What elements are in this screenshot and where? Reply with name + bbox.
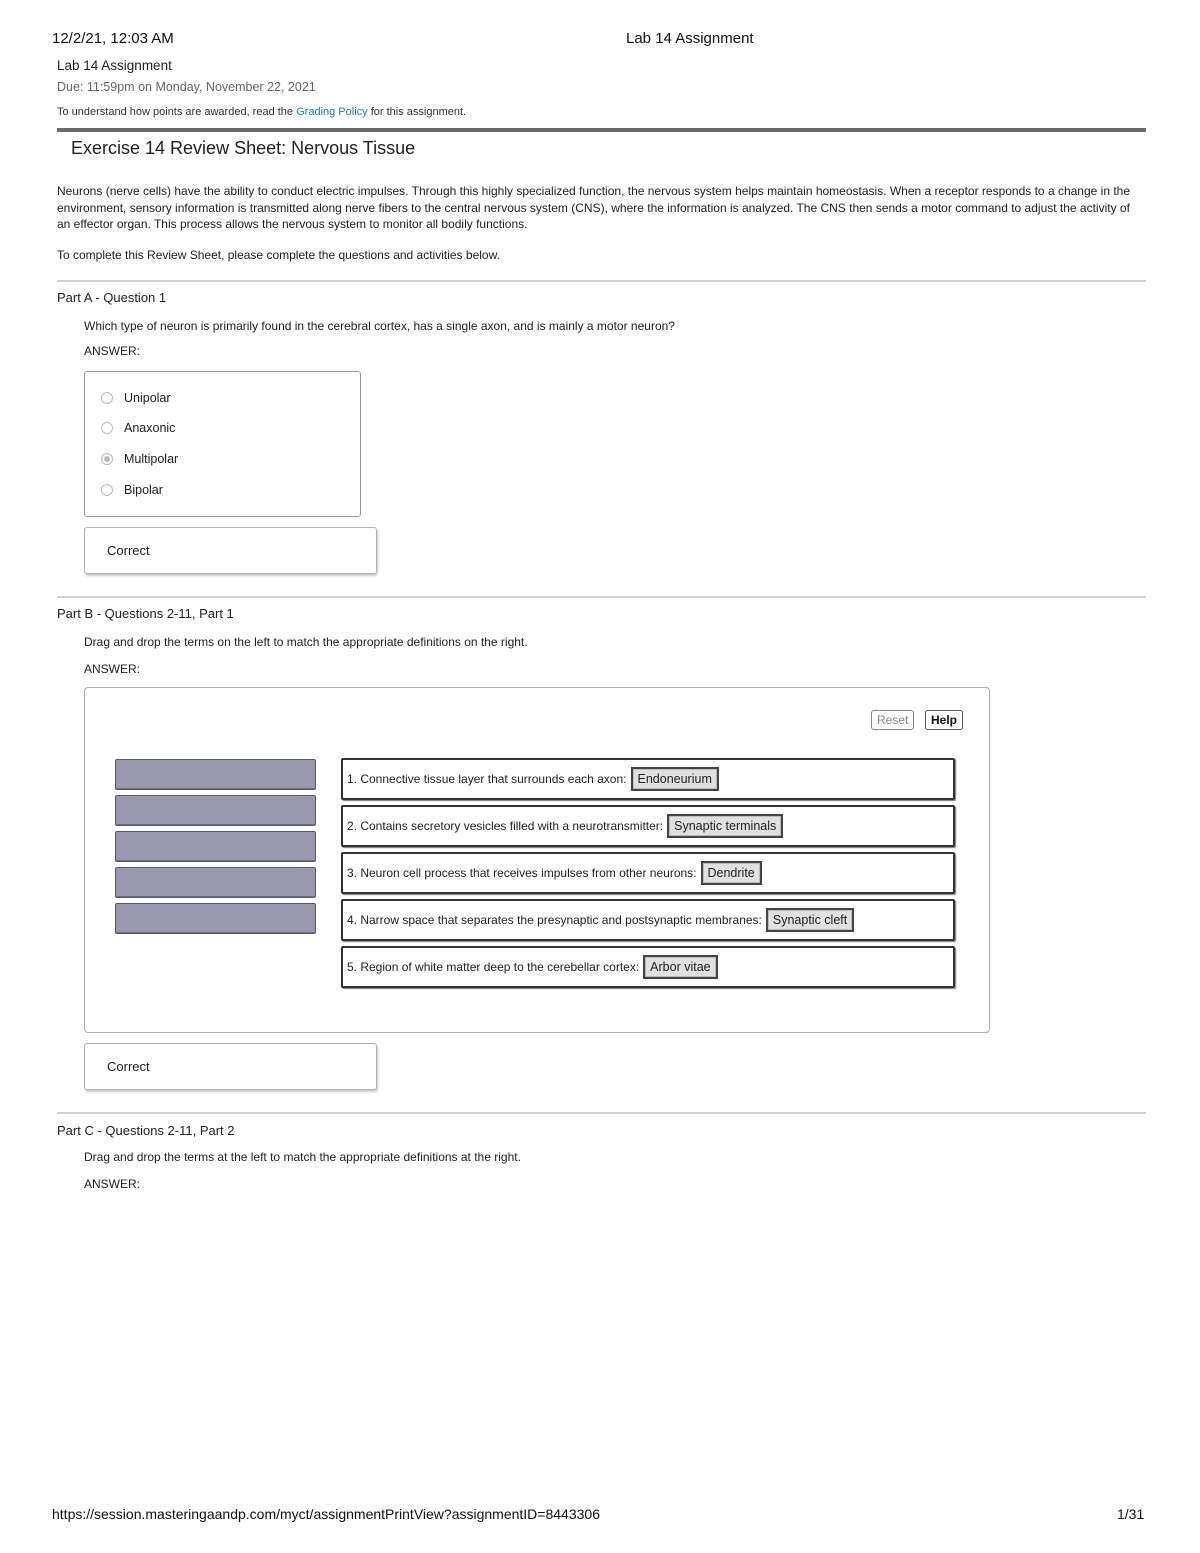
- part-a-radio-group: [84, 371, 361, 517]
- dropped-term-chip[interactable]: Endoneurium: [631, 767, 719, 791]
- part-a-title: Part A - Question 1: [57, 290, 167, 305]
- radio-label: Bipolar: [124, 483, 163, 497]
- part-b-title: Part B - Questions 2-11, Part 1: [57, 606, 234, 621]
- empty-term-slot[interactable]: [115, 759, 316, 790]
- dropped-term-chip[interactable]: Arbor vitae: [643, 955, 717, 979]
- assignment-title: Lab 14 Assignment: [57, 58, 172, 73]
- part-a-question: Which type of neuron is primarily found in the cerebral cortex, has a single axon, and is mainly a motor neuron?: [84, 319, 675, 333]
- policy-suffix: for this assignment.: [367, 106, 467, 118]
- definition-text: 4. Narrow space that separates the presynaptic and postsynaptic membranes:: [347, 913, 762, 927]
- radio-label: Multipolar: [124, 452, 179, 466]
- print-date: 12/2/21, 12:03 AM: [52, 30, 174, 47]
- print-footer-url: https://session.masteringaandp.com/myct/assignmentPrintView?assignmentID=8443306: [52, 1506, 600, 1522]
- radio-button[interactable]: [101, 392, 113, 404]
- empty-term-slot[interactable]: [115, 903, 316, 934]
- radio-option-multipolar[interactable]: [101, 452, 178, 466]
- definition-row: [341, 899, 955, 941]
- policy-prefix: To understand how points are awarded, read the: [57, 106, 297, 118]
- radio-button[interactable]: [101, 422, 113, 434]
- part-c-question: Drag and drop the terms at the left to match the appropriate definitions at the right.: [84, 1150, 521, 1164]
- part-b-answer-label: ANSWER:: [84, 662, 141, 676]
- radio-label: Anaxonic: [124, 421, 176, 435]
- definition-text: 5. Region of white matter deep to the cerebellar cortex:: [347, 960, 640, 974]
- definition-row: [341, 758, 955, 800]
- exercise-title: Exercise 14 Review Sheet: Nervous Tissue: [71, 138, 416, 158]
- radio-option-anaxonic[interactable]: [101, 421, 175, 435]
- empty-term-slot[interactable]: [115, 795, 316, 826]
- part-b-divider: [57, 596, 1146, 598]
- drag-drop-area: [84, 687, 990, 1033]
- exercise-intro: Neurons (nerve cells) have the ability to conduct electric impulses. Through this highly specialized function, the nervous system helps maintain homeostasis. When a receptor responds to a change in the environment, sensory information is transmitted along nerve fibers to the central nervous system (CNS), where the information is analyzed. The CNS then sends a motor command to adjust the activity of an effector organ. This process allows the nervous system to monitor all bodily functions.: [57, 184, 1131, 231]
- radio-button[interactable]: [101, 484, 113, 496]
- part-c-divider: [57, 1112, 1146, 1114]
- definition-row: [341, 805, 955, 847]
- help-button[interactable]: Help: [925, 710, 963, 730]
- print-page-number: 1/31: [1117, 1506, 1145, 1522]
- grading-policy-link[interactable]: Grading Policy: [296, 106, 368, 118]
- radio-label: Unipolar: [124, 391, 171, 405]
- print-title: Lab 14 Assignment: [626, 30, 754, 47]
- part-b-feedback: Correct: [84, 1043, 377, 1090]
- reset-button[interactable]: Reset: [871, 710, 914, 730]
- part-c-title: Part C - Questions 2-11, Part 2: [57, 1123, 235, 1138]
- due-date: Due: 11:59pm on Monday, November 22, 2021: [57, 80, 316, 94]
- definition-text: 2. Contains secretory vesicles filled with a neurotransmitter:: [347, 819, 664, 833]
- exercise-instructions: To complete this Review Sheet, please complete the questions and activities below.: [57, 248, 500, 262]
- part-a-answer-label: ANSWER:: [84, 344, 141, 358]
- empty-term-slot[interactable]: [115, 831, 316, 862]
- header-divider: [57, 128, 1146, 132]
- radio-option-unipolar[interactable]: [101, 391, 171, 405]
- empty-term-slot[interactable]: [115, 867, 316, 898]
- radio-button-selected[interactable]: [101, 453, 113, 465]
- definition-text: 3. Neuron cell process that receives impulses from other neurons:: [347, 866, 697, 880]
- part-c-answer-label: ANSWER:: [84, 1177, 141, 1191]
- definition-row: [341, 946, 955, 988]
- grading-policy-line: [57, 106, 466, 118]
- part-a-feedback: Correct: [84, 527, 377, 574]
- dropped-term-chip[interactable]: Synaptic terminals: [667, 814, 783, 838]
- part-b-question: Drag and drop the terms on the left to match the appropriate definitions on the right.: [84, 635, 528, 649]
- part-a-divider: [57, 280, 1146, 282]
- definition-text: 1. Connective tissue layer that surrounds each axon:: [347, 772, 627, 786]
- definition-row: [341, 852, 955, 894]
- dropped-term-chip[interactable]: Synaptic cleft: [766, 908, 854, 932]
- radio-option-bipolar[interactable]: [101, 483, 163, 497]
- dropped-term-chip[interactable]: Dendrite: [701, 861, 762, 885]
